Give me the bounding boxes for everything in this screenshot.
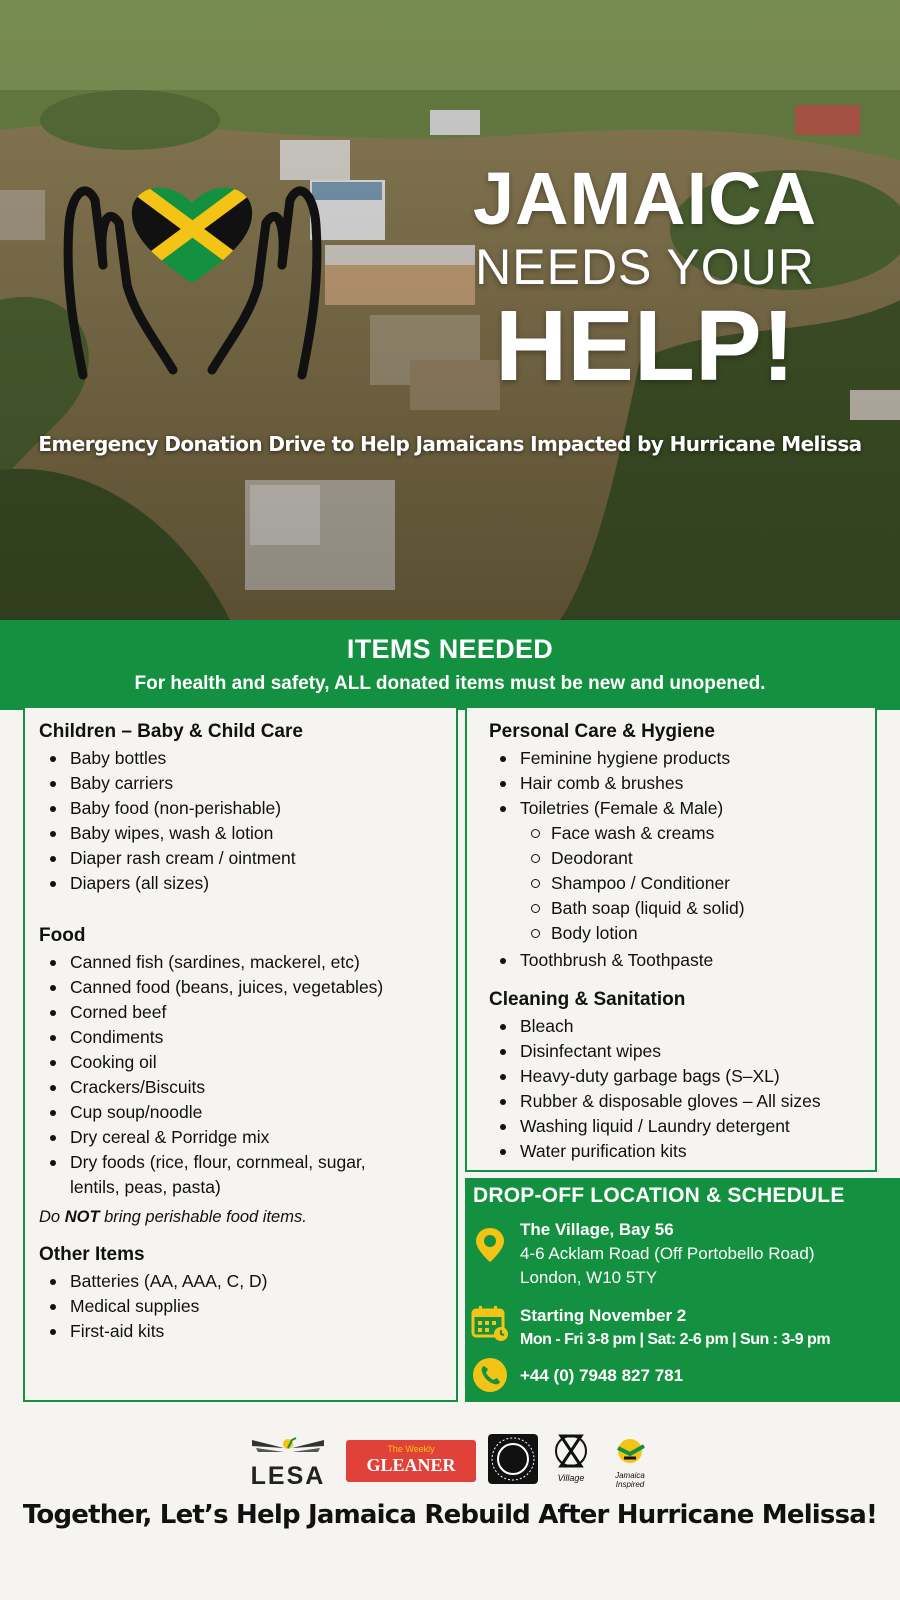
list-item: Baby wipes, wash & lotion	[39, 821, 456, 846]
village-logo	[555, 1434, 587, 1486]
headline	[445, 157, 845, 402]
cleaning-list	[489, 1014, 875, 1164]
start-date: Starting November 2	[520, 1306, 687, 1325]
hero-subtitle: Emergency Donation Drive to Help Jamaicans Impacted by Hurricane Melissa	[38, 432, 862, 456]
sub-list-item: Shampoo / Conditioner	[520, 871, 875, 896]
cleaning-section-title: Cleaning & Sanitation	[489, 989, 686, 1010]
list-item: Feminine hygiene products	[489, 746, 875, 771]
calendar-icon	[471, 1304, 509, 1342]
gleaner-logo	[346, 1440, 476, 1482]
toiletries-sublist	[520, 821, 875, 946]
dropoff-panel	[465, 1178, 900, 1402]
gleaner-text: GLEANER	[366, 1455, 456, 1475]
dropoff-location-row	[465, 1218, 900, 1288]
sub-list-item: Face wash & creams	[520, 821, 875, 846]
gleaner-small-text: The Weekly	[387, 1444, 435, 1454]
list-item: Baby bottles	[39, 746, 456, 771]
list-item: Cup soup/noodle	[39, 1100, 456, 1125]
phone-number[interactable]	[520, 1364, 683, 1388]
list-item: Dry cereal & Porridge mix	[39, 1125, 456, 1150]
list-item: Condiments	[39, 1025, 456, 1050]
list-item: Diaper rash cream / ointment	[39, 846, 456, 871]
note-text: Do	[39, 1208, 65, 1226]
list-item: Canned fish (sardines, mackerel, etc)	[39, 950, 456, 975]
sub-list-item: Deodorant	[520, 846, 875, 871]
list-item: Disinfectant wipes	[489, 1039, 875, 1064]
wings-icon	[248, 1434, 328, 1458]
list-item: Diapers (all sizes)	[39, 871, 456, 896]
list-item: Batteries (AA, AAA, C, D)	[39, 1269, 456, 1294]
dropoff-phone-row	[465, 1356, 900, 1396]
headline-jamaica: JAMAICA	[472, 157, 818, 240]
lesa-text: LESA	[250, 1462, 326, 1490]
list-item: Baby carriers	[39, 771, 456, 796]
phone-icon	[471, 1356, 509, 1394]
list-item: Toothbrush & Toothpaste	[489, 948, 875, 973]
list-item: Canned food (beans, juices, vegetables)	[39, 975, 456, 1000]
list-item: Heavy-duty garbage bags (S–XL)	[489, 1064, 875, 1089]
one-voice-logo	[488, 1434, 538, 1484]
sub-list-item: Bath soap (liquid & solid)	[520, 896, 875, 921]
location-pin-icon	[471, 1226, 509, 1264]
address-line-1: 4-6 Acklam Road (Off Portobello Road)	[520, 1244, 815, 1263]
food-section-title: Food	[39, 925, 86, 946]
children-section-title: Children – Baby & Child Care	[39, 721, 303, 742]
other-section-title: Other Items	[39, 1244, 145, 1265]
personal-care-list-end	[489, 948, 875, 973]
hands-heart-icon	[55, 165, 330, 395]
right-items-panel	[465, 708, 877, 1172]
opening-hours: Mon - Fri 3-8 pm | Sat: 2-6 pm | Sun : 3-9 pm	[520, 1331, 831, 1348]
items-needed-banner	[0, 620, 900, 710]
note-emphasis: NOT	[64, 1208, 100, 1226]
dropoff-schedule-row	[465, 1302, 900, 1352]
palm-icon	[604, 1436, 656, 1466]
closing-tagline: Together, Let’s Help Jamaica Rebuild After Hurricane Melissa!	[22, 1500, 878, 1530]
personal-care-list	[489, 746, 875, 821]
children-list	[39, 746, 456, 896]
sponsor-logos	[0, 1432, 900, 1488]
list-item: Baby food (non-perishable)	[39, 796, 456, 821]
headline-help: HELP!	[495, 290, 795, 402]
dropoff-address	[520, 1218, 815, 1290]
village-text: Village	[557, 1473, 585, 1483]
list-item: Toiletries (Female & Male)	[489, 796, 875, 821]
list-item: First-aid kits	[39, 1319, 456, 1344]
ring-icon	[488, 1434, 538, 1484]
jamaica-inspired-text: Jamaica Inspired	[615, 1471, 645, 1489]
address-line-2: London, W10 5TY	[520, 1268, 658, 1287]
food-list	[39, 950, 456, 1200]
personal-care-section-title: Personal Care & Hygiene	[489, 721, 715, 742]
list-item: Washing liquid / Laundry detergent	[489, 1114, 875, 1139]
list-item: Water purification kits	[489, 1139, 875, 1164]
list-item: Dry foods (rice, flour, cornmeal, sugar, lentils, peas, pasta)	[39, 1150, 456, 1200]
items-needed-title: ITEMS NEEDED	[346, 634, 554, 664]
phone-number-text: +44 (0) 7948 827 781	[520, 1366, 684, 1385]
list-item: Medical supplies	[39, 1294, 456, 1319]
list-item: Crackers/Biscuits	[39, 1075, 456, 1100]
venue-name: The Village, Bay 56	[520, 1220, 674, 1239]
note-text: bring perishable food items.	[99, 1208, 307, 1226]
perishable-note	[39, 1208, 456, 1227]
headline-needs-your: NEEDS YOUR	[475, 239, 815, 295]
dropoff-schedule	[520, 1304, 830, 1352]
left-items-panel	[23, 708, 458, 1402]
list-item: Hair comb & brushes	[489, 771, 875, 796]
dropoff-title: DROP-OFF LOCATION & SCHEDULE	[473, 1184, 845, 1207]
items-needed-subtitle: For health and safety, ALL donated items must be new and unopened.	[134, 673, 766, 694]
list-item: Corned beef	[39, 1000, 456, 1025]
sub-list-item: Body lotion	[520, 921, 875, 946]
list-item: Bleach	[489, 1014, 875, 1039]
lesa-logo	[248, 1434, 328, 1490]
other-list	[39, 1269, 456, 1344]
jamaica-inspired-logo	[604, 1436, 656, 1489]
hero-banner	[0, 0, 900, 620]
hourglass-icon	[555, 1434, 587, 1468]
list-item: Cooking oil	[39, 1050, 456, 1075]
list-item: Rubber & disposable gloves – All sizes	[489, 1089, 875, 1114]
